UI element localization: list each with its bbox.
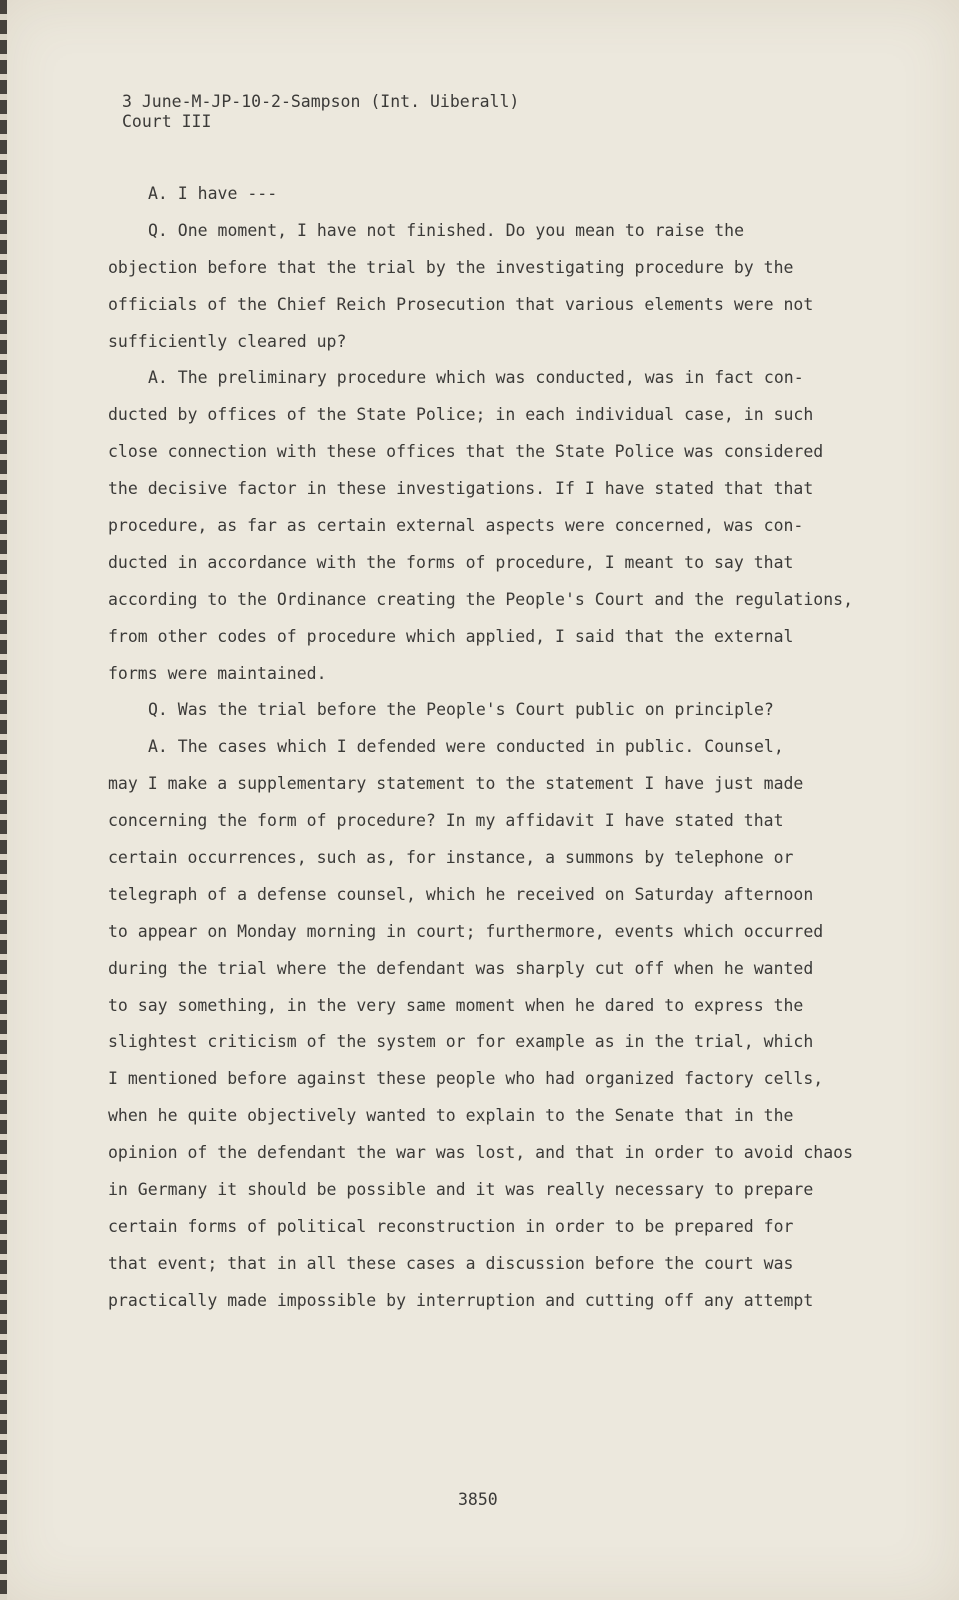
transcript-line: concerning the form of procedure? In my affidavit I have stated that bbox=[108, 811, 784, 831]
transcript-line: telegraph of a defense counsel, which he received on Saturday afternoon bbox=[108, 884, 814, 904]
transcript-line: close connection with these offices that the State Police was considered bbox=[108, 442, 824, 462]
transcript-line: to say something, in the very same moment when he dared to express the bbox=[108, 995, 804, 1015]
header-line-1: 3 June-M-JP-10-2-Sampson (Int. Uiberall) bbox=[122, 92, 520, 111]
transcript-line: from other codes of procedure which applied, I said that the external bbox=[108, 626, 794, 646]
transcript-line: during the trial where the defendant was sharply cut off when he wanted bbox=[108, 958, 814, 978]
transcript-line: Q. Was the trial before the People's Court public on principle? bbox=[148, 700, 774, 720]
transcript-line: certain forms of political reconstruction in order to be prepared for bbox=[108, 1216, 794, 1236]
transcript-line: that event; that in all these cases a discussion before the court was bbox=[108, 1253, 794, 1273]
transcript-line: when he quite objectively wanted to explain to the Senate that in the bbox=[108, 1106, 794, 1126]
transcript-line: I mentioned before against these people who had organized factory cells, bbox=[108, 1069, 824, 1089]
transcript-line: A. The preliminary procedure which was conducted, was in fact con- bbox=[148, 368, 804, 388]
transcript-line: opinion of the defendant the war was lost, and that in order to avoid chaos bbox=[108, 1143, 854, 1163]
transcript-line: according to the Ordinance creating the People's Court and the regulations, bbox=[108, 589, 854, 609]
transcript-line: certain occurrences, such as, for instance, a summons by telephone or bbox=[108, 848, 794, 868]
transcript-line: Q. One moment, I have not finished. Do you mean to raise the bbox=[148, 220, 745, 240]
transcript-line: in Germany it should be possible and it was really necessary to prepare bbox=[108, 1180, 814, 1200]
transcript-line: objection before that the trial by the investigating procedure by the bbox=[108, 257, 794, 277]
transcript-line: may I make a supplementary statement to the statement I have just made bbox=[108, 774, 804, 794]
transcript-line: officials of the Chief Reich Prosecution that various elements were not bbox=[108, 294, 814, 314]
transcript-line: procedure, as far as certain external aspects were concerned, was con- bbox=[108, 516, 804, 536]
transcript-line: ducted by offices of the State Police; in each individual case, in such bbox=[108, 405, 814, 425]
page-number: 3850 bbox=[458, 1490, 498, 1509]
transcript-line: forms were maintained. bbox=[108, 663, 327, 683]
transcript-line: A. The cases which I defended were conducted in public. Counsel, bbox=[148, 737, 784, 757]
binding-edge bbox=[0, 0, 7, 1600]
transcript-line: ducted in accordance with the forms of procedure, I meant to say that bbox=[108, 552, 794, 572]
transcript-line: A. I have --- bbox=[148, 184, 278, 203]
document-header bbox=[122, 92, 519, 132]
header-line-2: Court III bbox=[122, 112, 212, 131]
transcript-line: the decisive factor in these investigations. If I have stated that that bbox=[108, 479, 814, 499]
transcript-line: practically made impossible by interruption and cutting off any attempt bbox=[108, 1290, 814, 1310]
transcript-line: sufficiently cleared up? bbox=[108, 331, 347, 351]
transcript-body bbox=[108, 176, 878, 1320]
transcript-line: to appear on Monday morning in court; furthermore, events which occurred bbox=[108, 921, 824, 941]
transcript-line: slightest criticism of the system or for example as in the trial, which bbox=[108, 1032, 814, 1052]
